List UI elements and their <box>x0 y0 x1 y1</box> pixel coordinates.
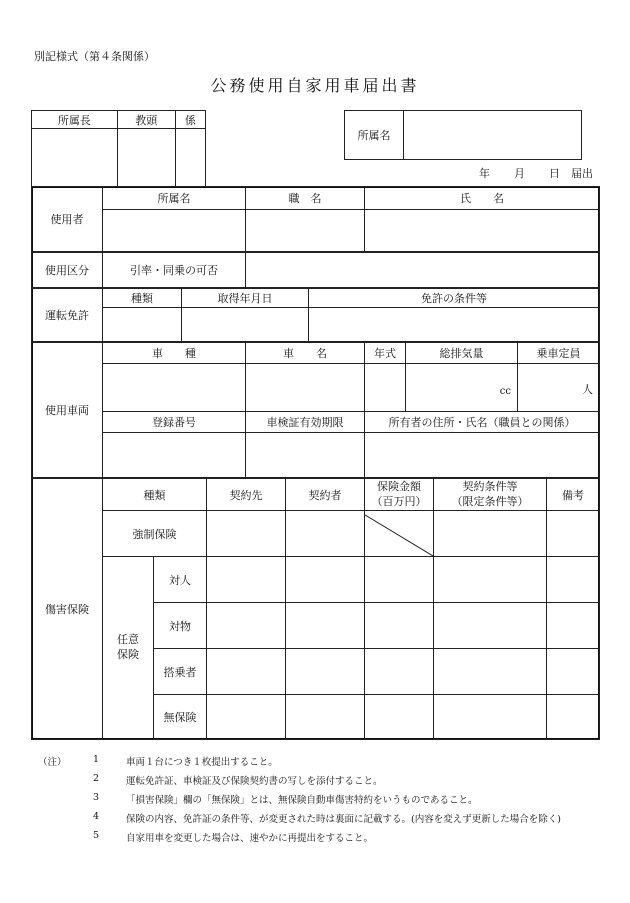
bodily-remarks-field[interactable] <box>547 557 600 603</box>
note-number: 2 <box>93 773 100 784</box>
note-text: 運転免許証、車検証及び保険契約書の写しを添付すること。 <box>126 776 383 787</box>
note-text: 自家用車を変更した場合は、速やかに再提出をすること。 <box>126 833 374 844</box>
vehicle-label: 使用車両 <box>32 343 103 478</box>
user-header-affiliation: 所属名 <box>103 187 246 210</box>
passenger-insurer-field[interactable] <box>207 649 286 695</box>
optional-item-property: 対物 <box>154 603 207 649</box>
bodily-conditions-field[interactable] <box>434 557 547 603</box>
vehicle-header-type: 車 種 <box>103 343 246 364</box>
user-name-field[interactable] <box>365 210 600 252</box>
approval-header-vice: 教頭 <box>117 111 175 129</box>
insurance-header-type: 種類 <box>103 479 207 511</box>
property-conditions-field[interactable] <box>434 603 547 649</box>
vehicle-header-year: 年式 <box>365 343 406 364</box>
uninsured-contractor-field[interactable] <box>286 695 365 740</box>
affiliation-box <box>344 110 582 160</box>
uninsured-conditions-field[interactable] <box>434 695 547 740</box>
insurance-header-conditions: 契約条件等 （限定条件等） <box>434 479 547 511</box>
compulsory-amount-slashed <box>365 511 434 557</box>
insurance-header-amount: 保険金額 （百万円） <box>365 479 434 511</box>
approval-stamp-principal[interactable] <box>32 129 118 188</box>
vehicle-year-field[interactable] <box>365 364 406 412</box>
vehicle-capacity-field[interactable]: 人 <box>518 364 600 412</box>
vehicle-inspection-field[interactable] <box>246 433 365 478</box>
vehicle-header-owner: 所有者の住所・氏名（職員との関係） <box>365 412 600 433</box>
optional-item-bodily: 対人 <box>154 557 207 603</box>
property-insurer-field[interactable] <box>207 603 286 649</box>
user-position-field[interactable] <box>246 210 365 252</box>
compulsory-contractor-field[interactable] <box>286 511 365 557</box>
property-contractor-field[interactable] <box>286 603 365 649</box>
insurance-compulsory-label: 強制保険 <box>103 511 207 557</box>
vehicle-type-field[interactable] <box>103 364 246 412</box>
note-text: 保険の内容、免許証の条件等、が変更された時は裏面に記載する。(内容を変えず更新した場合を除く) <box>126 814 561 825</box>
license-conditions-field[interactable] <box>309 308 600 342</box>
form-reference: 別記様式（第４条関係） <box>34 50 155 63</box>
insurance-header-insurer: 契約先 <box>207 479 286 511</box>
vehicle-header-registration: 登録番号 <box>103 412 246 433</box>
bodily-insurer-field[interactable] <box>207 557 286 603</box>
license-header-conditions: 免許の条件等 <box>309 289 600 308</box>
passenger-contractor-field[interactable] <box>286 649 365 695</box>
approval-stamp-staff[interactable] <box>175 129 205 188</box>
note-number: 1 <box>93 754 100 765</box>
date-day-label: 日 <box>549 167 560 180</box>
user-header-position: 職 名 <box>246 187 365 210</box>
approval-header-principal: 所属長 <box>32 111 118 129</box>
license-label: 運転免許 <box>32 289 103 342</box>
passenger-amount-field[interactable] <box>365 649 434 695</box>
passenger-remarks-field[interactable] <box>547 649 600 695</box>
uninsured-remarks-field[interactable] <box>547 695 600 740</box>
user-affiliation-field[interactable] <box>103 210 246 252</box>
optional-item-passenger: 搭乗者 <box>154 649 207 695</box>
page-title: 公務使用自家用車届出書 <box>210 76 420 95</box>
note-text: 「損害保険」欄の「無保険」とは、無保険自動車傷害特約をいうものであること。 <box>126 795 478 806</box>
date-year-label: 年 <box>479 167 490 180</box>
note-text: 車両１台につき１枚提出すること。 <box>126 757 278 768</box>
affiliation-field[interactable] <box>404 111 582 160</box>
insurance-optional-label: 任意 保険 <box>103 557 154 740</box>
user-section <box>31 186 600 252</box>
property-remarks-field[interactable] <box>547 603 600 649</box>
vehicle-header-displacement: 総排気量 <box>406 343 518 364</box>
usage-field[interactable] <box>246 253 600 288</box>
usage-label: 使用区分 <box>32 253 103 288</box>
insurance-label: 傷害保険 <box>32 479 103 740</box>
affiliation-label: 所属名 <box>345 111 404 160</box>
user-header-name: 氏 名 <box>365 187 600 210</box>
usage-section <box>31 252 600 288</box>
license-header-date: 取得年月日 <box>182 289 309 308</box>
date-month-label: 月 <box>514 167 525 180</box>
insurance-header-contractor: 契約者 <box>286 479 365 511</box>
bodily-contractor-field[interactable] <box>286 557 365 603</box>
note-number: 5 <box>93 830 100 841</box>
vehicle-header-capacity: 乗車定員 <box>518 343 600 364</box>
user-label: 使用者 <box>32 187 103 252</box>
approval-stamp-vice[interactable] <box>117 129 175 188</box>
license-section <box>31 288 600 342</box>
vehicle-name-field[interactable] <box>246 364 365 412</box>
compulsory-insurer-field[interactable] <box>207 511 286 557</box>
vehicle-owner-field[interactable] <box>365 433 600 478</box>
optional-item-uninsured: 無保険 <box>154 695 207 740</box>
approval-stamp-table <box>31 110 206 188</box>
compulsory-conditions-field[interactable] <box>434 511 547 557</box>
license-header-type: 種類 <box>103 289 182 308</box>
diagonal-slash-icon <box>365 511 433 556</box>
usage-value: 引率・同乗の可否 <box>103 253 246 288</box>
bodily-amount-field[interactable] <box>365 557 434 603</box>
passenger-conditions-field[interactable] <box>434 649 547 695</box>
uninsured-amount-field[interactable] <box>365 695 434 740</box>
license-date-field[interactable] <box>182 308 309 342</box>
vehicle-section <box>31 342 600 478</box>
compulsory-remarks-field[interactable] <box>547 511 600 557</box>
property-amount-field[interactable] <box>365 603 434 649</box>
insurance-section <box>31 478 600 740</box>
vehicle-header-name: 車 名 <box>246 343 365 364</box>
license-type-field[interactable] <box>103 308 182 342</box>
vehicle-registration-field[interactable] <box>103 433 246 478</box>
date-submit-label: 届出 <box>571 167 593 180</box>
note-number: 3 <box>93 792 100 803</box>
notes-label: （注） <box>38 757 67 768</box>
approval-header-staff: 係 <box>175 111 205 129</box>
vehicle-displacement-field[interactable]: cc <box>406 364 518 412</box>
uninsured-insurer-field[interactable] <box>207 695 286 740</box>
insurance-header-remarks: 備考 <box>547 479 600 511</box>
note-number: 4 <box>93 811 100 822</box>
vehicle-header-inspection: 車検証有効期限 <box>246 412 365 433</box>
